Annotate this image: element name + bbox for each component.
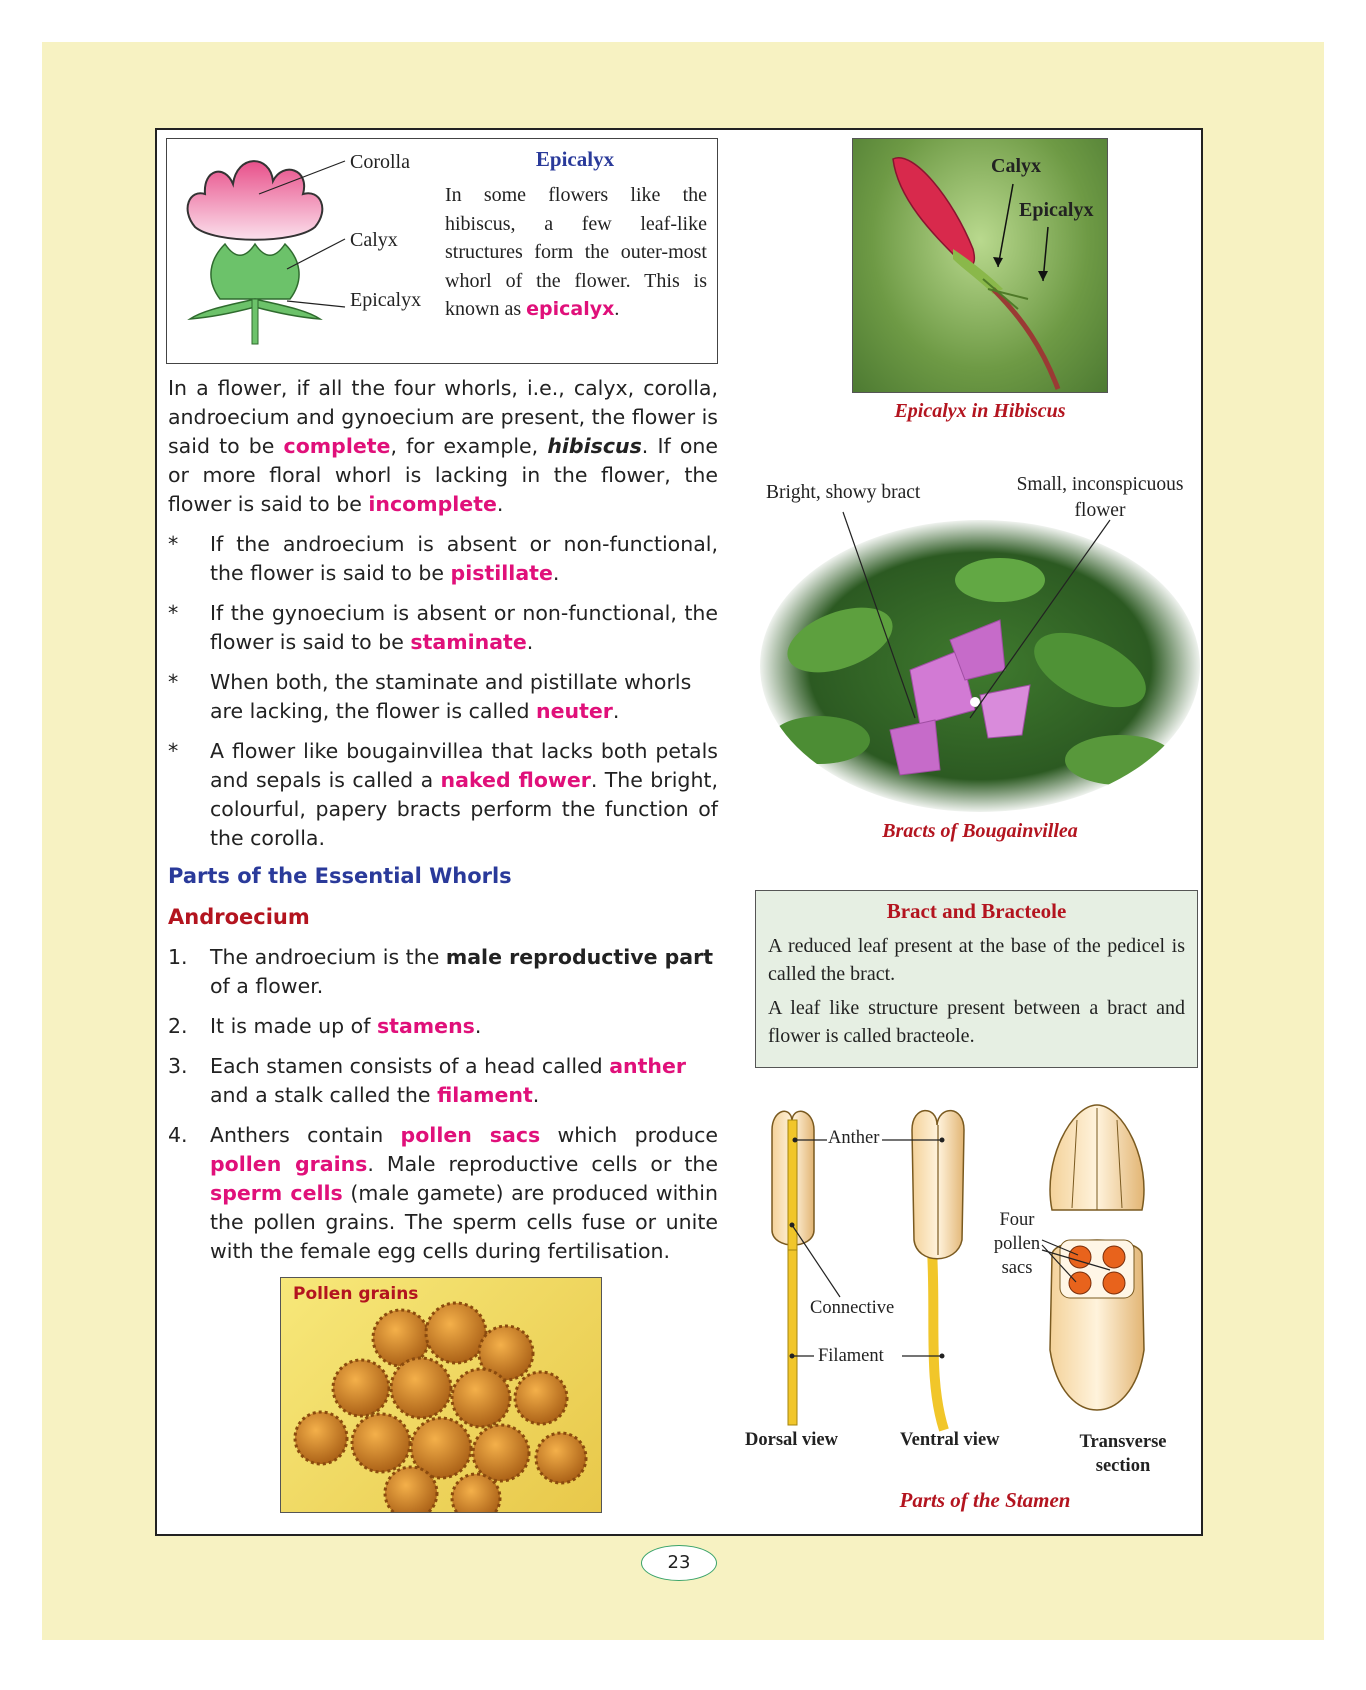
stamen-diagram [752,1100,1202,1440]
epicalyx-title: Epicalyx [535,147,615,171]
list-item: 1. The androecium is the male reproductive part of a flower. [168,945,714,998]
intro-paragraph: In a flower, if all the four whorls, i.e., calyx, corolla, androecium and gynoecium are present, the flower is said to be complete, for example, hibiscus. If one or more floral whorl is lacking in the flower, the flower is said to be incomplete. [168,376,718,516]
bract-box-title: Bract and Bracteole [886,899,1067,923]
bullet-item: * When both, the staminate and pistillate whorls are lacking, the flower is called neuter. [168,670,692,723]
corolla-label: Corolla [350,151,410,173]
bract-label: Bright, showy bract [766,482,921,503]
epicalyx-photo-label: Epicalyx [1019,199,1094,221]
hibiscus-caption: Epicalyx in Hibiscus [894,400,1066,422]
anther-label: Anther [828,1128,880,1148]
dorsal-view-label: Dorsal view [745,1430,838,1450]
transverse-section-label: Transverse section [1079,1432,1167,1476]
hibiscus-pointers [853,139,1107,392]
bract-bracteole-box [755,890,1198,1068]
pollen-grains-image [280,1277,602,1513]
epicalyx-description: In some flowers like the hibiscus, a few leaf-like structures form the outer-most whorl of the flower. This is known as epicalyx. [445,184,707,320]
ventral-view-stamen [912,1111,964,1430]
bullet-item: * A flower like bougainvillea that lacks both petals and sepals is called a naked flower. The bright, colourful, papery bracts perform the function of the corolla. [168,739,718,850]
bullet-item: * If the androecium is absent or non-functional, the flower is said to be pistillate. [168,532,718,585]
epicalyx-box [166,138,718,364]
pollen-cluster [281,1278,601,1512]
calyx-label: Calyx [350,229,398,251]
calyx-photo-label: Calyx [991,155,1041,177]
pollen-label: Pollen grains [293,1284,419,1304]
small-flower-label: Small, inconspicuous flower [1016,474,1184,521]
numbered-list [168,943,718,1266]
list-item: 3. Each stamen consists of a head called anther and a stalk called the filament. [168,1054,687,1107]
dorsal-view-stamen [772,1111,814,1425]
bougainvillea-pointers [755,500,1205,740]
list-item: 4. Anthers contain pollen sacs which produce pollen grains. Male reproductive cells or the sperm cells (male gamete) are produced within the pollen grains. The sperm cells fuse or unite with the female egg cells during fertilisation. [168,1123,718,1263]
bullet-list [168,530,718,853]
stamen-caption: Parts of the Stamen [899,1488,1071,1512]
androecium-heading: Androecium [168,905,310,929]
connective-label: Connective [810,1298,895,1318]
pollen-sacs-label: Four pollen sacs [993,1210,1041,1278]
ventral-view-label: Ventral view [900,1430,1000,1450]
section-heading: Parts of the Essential Whorls [168,864,512,888]
bougainvillea-caption: Bracts of Bougainvillea [882,820,1078,842]
bullet-item: * If the gynoecium is absent or non-functional, the flower is said to be staminate. [168,601,718,654]
bract-definition: A reduced leaf present at the base of the pedicel is called the bract. [768,935,1185,985]
bracteole-definition: A leaf like structure present between a bract and flower is called bracteole. [768,997,1185,1047]
list-item: 2. It is made up of stamens. [168,1014,482,1038]
transverse-section-stamen [1050,1105,1144,1410]
hibiscus-photo [852,138,1108,393]
filament-label: Filament [818,1346,884,1366]
epicalyx-label: Epicalyx [350,289,422,311]
diagram-pointers [167,139,347,365]
page-number: 23 [641,1545,717,1581]
